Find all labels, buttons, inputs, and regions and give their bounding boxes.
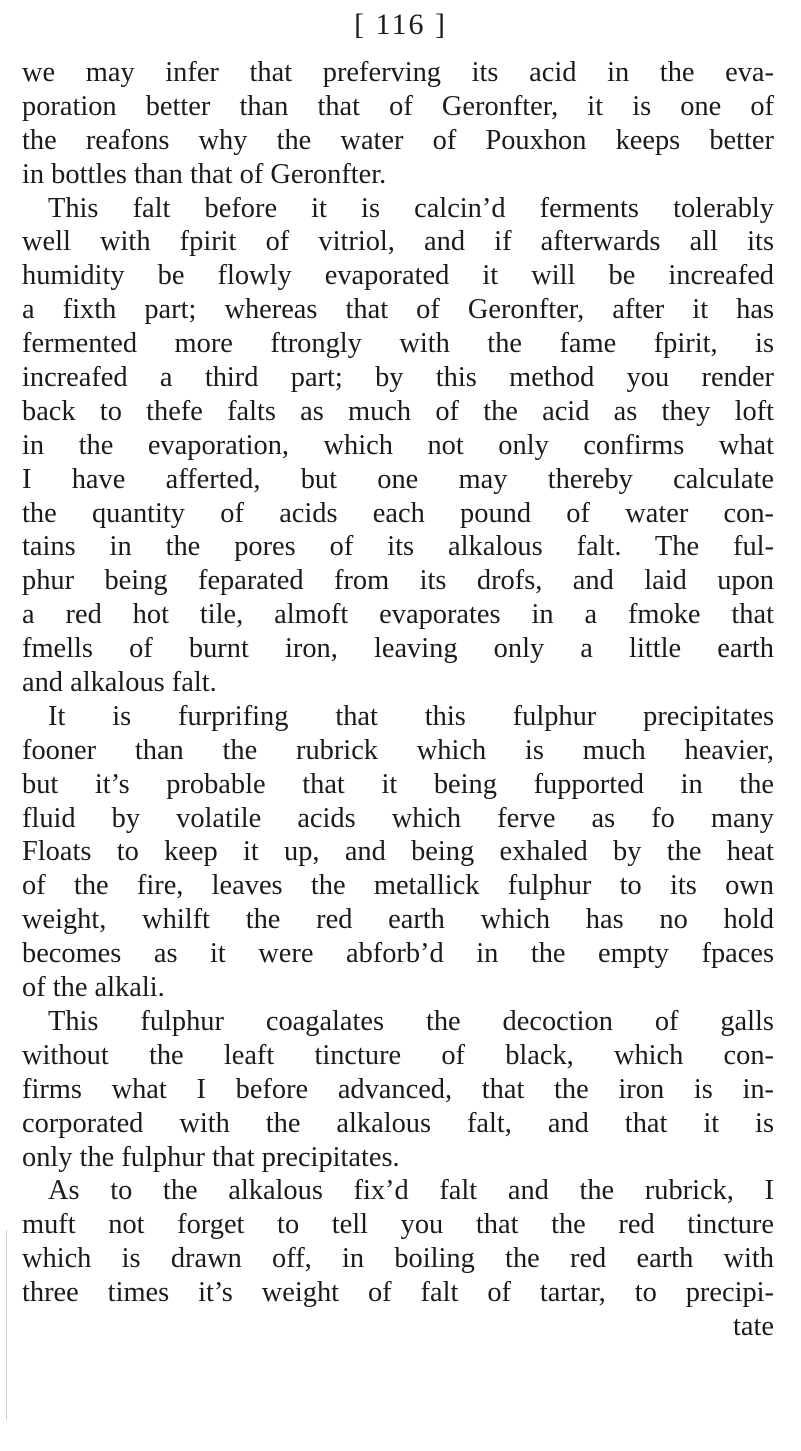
text-line: well with fpirit of vitriol, and if afterwards all its (22, 226, 774, 258)
text-line: increafed a third part; by this method you render (22, 362, 774, 394)
body-text (22, 56, 774, 1344)
page-edge-divider (6, 1230, 7, 1420)
text-line: I have afferted, but one may thereby calculate (22, 463, 774, 495)
text-line: three times it’s weight of falt of tartar, to precipi- (22, 1277, 774, 1309)
text-line: corporated with the alkalous falt, and that it is (22, 1107, 774, 1139)
text-line: tains in the pores of its alkalous falt. The ful- (22, 531, 774, 563)
text-line: but it’s probable that it being fupported in the (22, 768, 774, 800)
text-line: poration better than that of Geronfter, it is one of (22, 90, 774, 122)
text-line: a fixth part; whereas that of Geronfter, after it has (22, 294, 774, 326)
text-line: Floats to keep it up, and being exhaled by the heat (22, 836, 774, 868)
text-line: the quantity of acids each pound of water con- (22, 497, 774, 529)
catchword: tate (733, 1310, 774, 1342)
text-line: weight, whilft the red earth which has no hold (22, 904, 774, 936)
page-number: [ 116 ] (354, 8, 447, 41)
text-line: firms what I before advanced, that the iron is in- (22, 1073, 774, 1105)
text-line: of the fire, leaves the metallick fulphur to its own (22, 870, 774, 902)
text-line: fluid by volatile acids which ferve as fo many (22, 802, 774, 834)
text-line: As to the alkalous fix’d falt and the rubrick, I (48, 1175, 774, 1207)
text-line: This falt before it is calcin’d ferments tolerably (48, 192, 774, 224)
text-line: It is furprifing that this fulphur precipitates (48, 700, 774, 732)
text-line: in bottles than that of Geronfter. (22, 158, 387, 190)
text-line: of the alkali. (22, 972, 165, 1004)
text-line: phur being feparated from its drofs, and laid upon (22, 565, 774, 597)
text-line: fooner than the rubrick which is much heavier, (22, 734, 774, 766)
text-line: This fulphur coagalates the decoction of galls (48, 1005, 774, 1037)
text-line: without the leaft tincture of black, which con- (22, 1039, 774, 1071)
text-line: and alkalous falt. (22, 667, 217, 699)
text-line: humidity be flowly evaporated it will be increafed (22, 260, 774, 292)
text-line: muft not forget to tell you that the red tincture (22, 1209, 774, 1241)
text-line: back to thefe falts as much of the acid as they loft (22, 395, 774, 427)
text-line: fmells of burnt iron, leaving only a little earth (22, 633, 774, 665)
text-line: which is drawn off, in boiling the red earth with (22, 1243, 774, 1275)
text-line: becomes as it were abforb’d in the empty fpaces (22, 938, 774, 970)
text-line: only the fulphur that precipitates. (22, 1141, 400, 1173)
text-line: the reafons why the water of Pouxhon keeps better (22, 124, 774, 156)
text-line: fermented more ftrongly with the fame fpirit, is (22, 328, 774, 360)
text-line: we may infer that preferving its acid in the eva- (22, 57, 774, 88)
text-line: in the evaporation, which not only confirms what (22, 429, 774, 461)
text-line: a red hot tile, almoft evaporates in a fmoke that (22, 599, 774, 631)
